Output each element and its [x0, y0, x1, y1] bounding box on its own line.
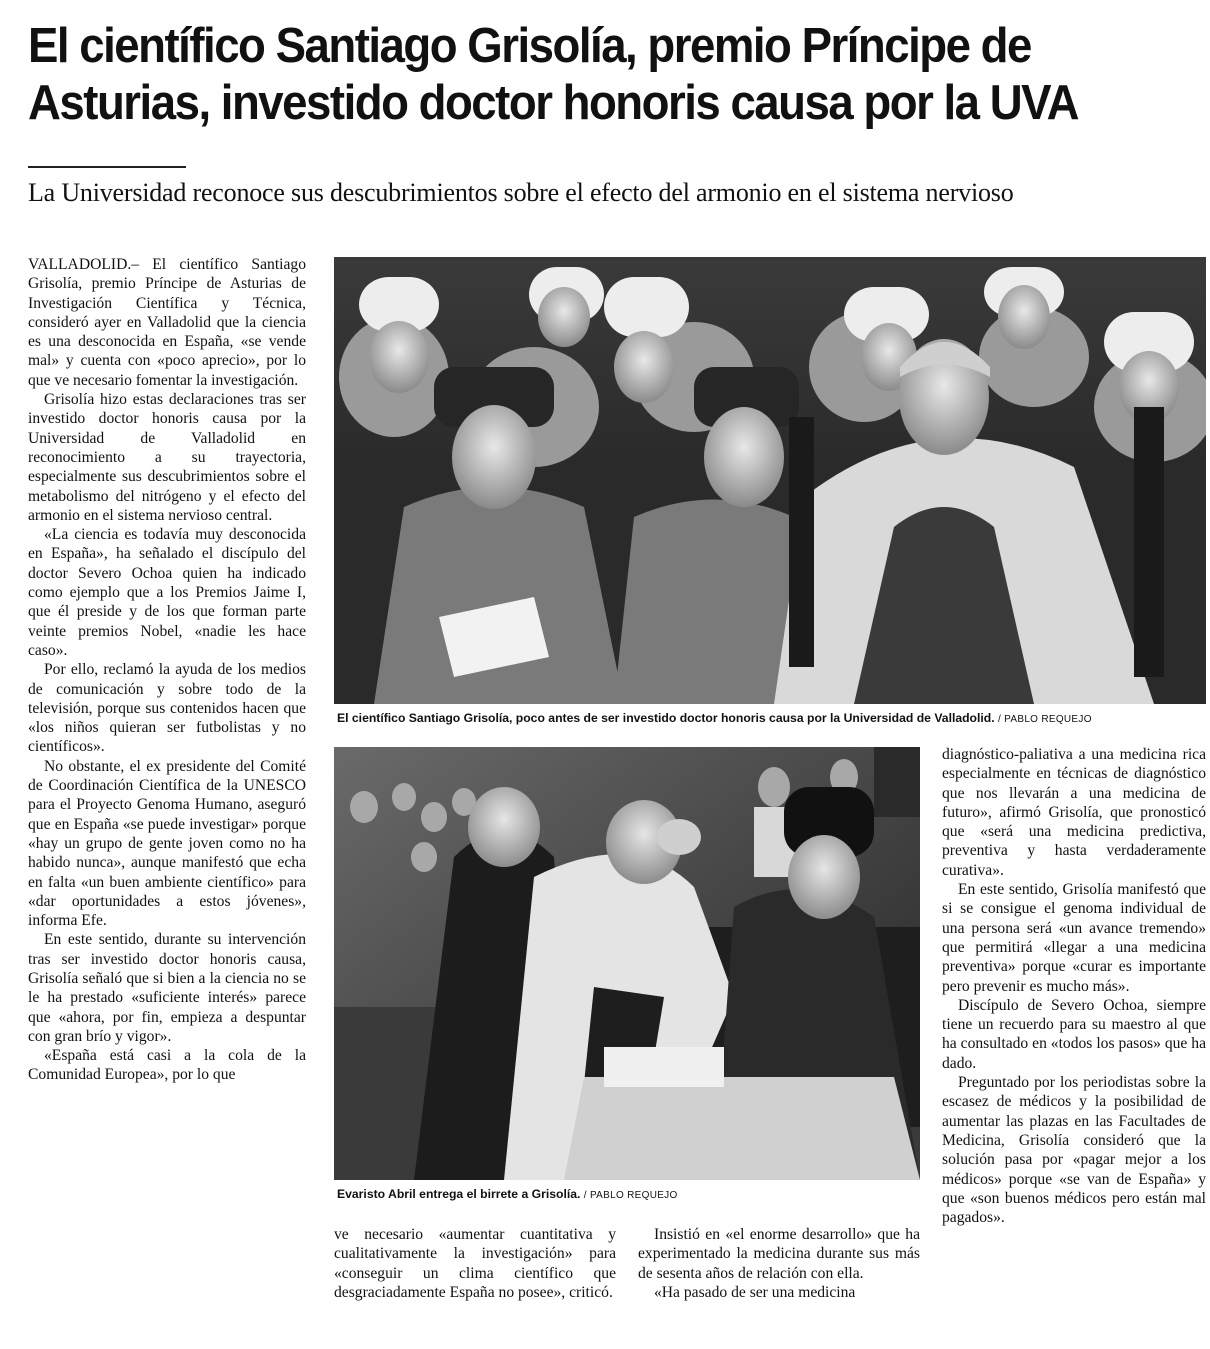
paragraph: «Ha pasado de ser una medicina — [654, 1283, 856, 1301]
caption-text: El científico Santiago Grisolía, poco antes de ser investido doctor honoris causa por la Universidad de Valladolid. — [337, 711, 995, 725]
paragraph: Grisolía hizo estas declaraciones tras ser investido doctor honoris causa por la Universidad de Valladolid en reconocimiento a su trayectoria, especialmente sus descubrimientos sobre el metabolismo del nitrógeno y el efecto del armonio en el sistema nervioso central. — [28, 391, 306, 524]
photo-credit: / PABLO REQUEJO — [583, 1190, 678, 1201]
paragraph: En este sentido, Grisolía manifestó que si se consigue el genoma individual de una persona será «un avance tremendo» que permitirá «llegar a una medicina preventiva» porque «curar es importante pero prevenir es mucho más». — [942, 881, 1206, 995]
body-column-3 — [638, 1225, 920, 1335]
subheadline: La Universidad reconoce sus descubrimientos sobre el efecto del armonio en el sistema nervioso — [28, 178, 1014, 207]
paragraph: En este sentido, durante su intervención tras ser investido doctor honoris causa, Grisolía señaló que si bien a la ciencia no se le ha prestado «suficiente interés» parece que «ahora, por fin, empieza a despuntar con gran brío y vigor». — [28, 931, 306, 1045]
caption-text: Evaristo Abril entrega el birrete a Grisolía. — [337, 1187, 581, 1201]
body-column-1 — [28, 255, 306, 1330]
paragraph: No obstante, el ex presidente del Comité de Coordinación Científica de la UNESCO para el Proyecto Genoma Humano, aseguró que en España «se puede investigar» porque «hay un grupo de gente joven como no ha habido nunca», aunque manifestó que echa en falta «un buen ambiente científico» para «dar oportunidades a estos jóvenes», informa Efe. — [28, 757, 306, 930]
second-photo — [334, 747, 920, 1180]
paragraph: diagnóstico-paliativa a una medicina rica especialmente en técnicas de diagnóstico que nos llevarán a una medicina de futuro», afirmó Grisolía, que pronosticó que «será una medicina predictiva, preventiva y hasta verdaderamente curativa». — [942, 746, 1206, 879]
body-column-4 — [942, 745, 1206, 1335]
second-photo-caption — [337, 1186, 917, 1204]
main-photo — [334, 257, 1206, 704]
birrete-photo-illustration — [334, 747, 920, 1180]
paragraph: Por ello, reclamó la ayuda de los medios de comunicación y sobre todo de la televisión, porque sus contenidos hacen que «los niños quieran ser futbolistas y no científicos». — [28, 661, 306, 756]
headline-rule — [28, 166, 186, 168]
main-photo-caption — [337, 710, 1207, 728]
paragraph: Insistió en «el enorme desarrollo» que ha experimentado la medicina durante sus más de sesenta años de relación con ella. — [638, 1226, 920, 1282]
paragraph: «La ciencia es todavía muy desconocida en España», ha señalado el discípulo del doctor Severo Ochoa quien ha indicado como ejemplo que a los Premios Jaime I, que él preside y de los que forman parte veinte premios Nobel, «nadie les hace caso». — [28, 526, 306, 659]
ceremony-photo-illustration — [334, 257, 1206, 704]
paragraph: «España está casi a la cola de la Comunidad Europea», por lo que — [28, 1047, 306, 1084]
body-column-2 — [334, 1225, 616, 1335]
paragraph: ve necesario «aumentar cuantitativa y cualitativamente la investigación» para «conseguir un clima científico que desgraciadamente España no posee», criticó. — [334, 1226, 616, 1301]
headline-line-1: El científico Santiago Grisolía, premio Príncipe de — [28, 19, 1031, 73]
photo-credit: / PABLO REQUEJO — [998, 714, 1092, 725]
headline-line-2: Asturias, investido doctor honoris causa por la UVA — [28, 76, 1079, 130]
paragraph: Preguntado por los periodistas sobre la escasez de médicos y la posibilidad de aumentar las plazas en las Facultades de Medicina, Grisolía consideró que la solución pasa por «pagar mejor a los médicos» porque «se van de España» y que «son buenos médicos pero están mal pagados». — [942, 1074, 1206, 1227]
paragraph: VALLADOLID.– El científico Santiago Grisolía, premio Príncipe de Asturias de Investigación Científica y Técnica, consideró ayer en Valladolid que la ciencia es una desconocida en España, «se vende mal» y cuenta con «poco aprecio», por lo que ve necesario fomentar la investigación. — [28, 256, 306, 389]
paragraph: Discípulo de Severo Ochoa, siempre tiene un recuerdo para su maestro al que ha consultado en «todos los pasos» que ha dado. — [942, 996, 1206, 1072]
headline — [28, 18, 1121, 132]
